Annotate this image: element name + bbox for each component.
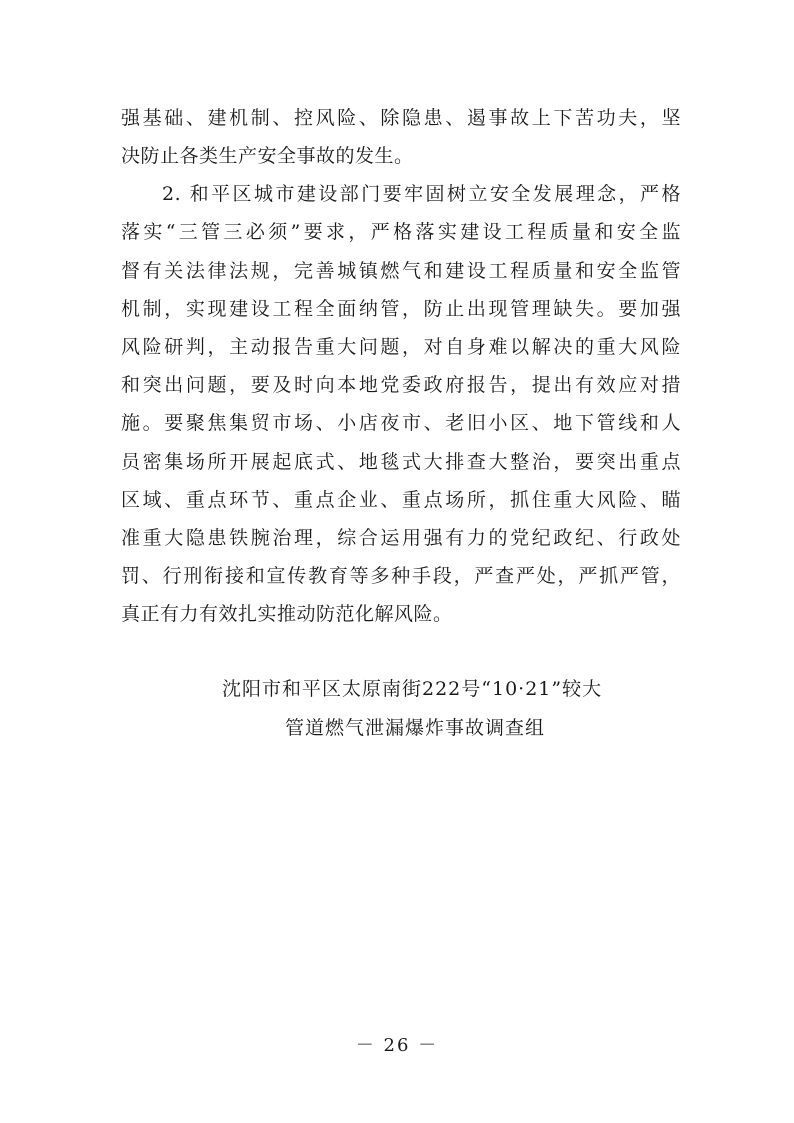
paragraph-line: 罚、行刑衔接和宣传教育等多种手段，严查严处，严抓严管，: [121, 565, 681, 587]
page-number: － 26 －: [355, 1035, 439, 1056]
paragraph-line: 和突出问题，要及时向本地党委政府报告，提出有效应对措: [121, 374, 681, 396]
paragraph-line: 风险研判，主动报告重大问题，对自身难以解决的重大风险: [121, 336, 681, 358]
signature-line: 管道燃气泄漏爆炸事故调查组: [285, 717, 546, 739]
paragraph-line: 员密集场所开展起底式、地毯式大排查大整治，要突出重点: [121, 451, 681, 473]
paragraph-line: 落实“三管三必须”要求，严格落实建设工程质量和安全监: [121, 221, 681, 243]
paragraph-line: 决防止各类生产安全事故的发生。: [121, 145, 414, 167]
paragraph-line: 强基础、建机制、控风险、除隐患、遏事故上下苦功夫，坚: [121, 107, 681, 129]
paragraph-line: 施。要聚焦集贸市场、小店夜市、老旧小区、地下管线和人: [121, 412, 681, 434]
paragraph-line: 2. 和平区城市建设部门要牢固树立安全发展理念，严格: [162, 183, 681, 205]
paragraph-line: 督有关法律法规，完善城镇燃气和建设工程质量和安全监管: [121, 260, 681, 282]
signature-line: 沈阳市和平区太原南街222号“10·21”较大: [222, 678, 603, 700]
paragraph-line: 机制，实现建设工程全面纳管，防止出现管理缺失。要加强: [121, 298, 681, 320]
paragraph-line: 准重大隐患铁腕治理，综合运用强有力的党纪政纪、行政处: [121, 527, 681, 549]
paragraph-line: 区域、重点环节、重点企业、重点场所，抓住重大风险、瞄: [121, 489, 681, 511]
paragraph-line: 真正有力有效扎实推动防范化解风险。: [121, 603, 453, 625]
